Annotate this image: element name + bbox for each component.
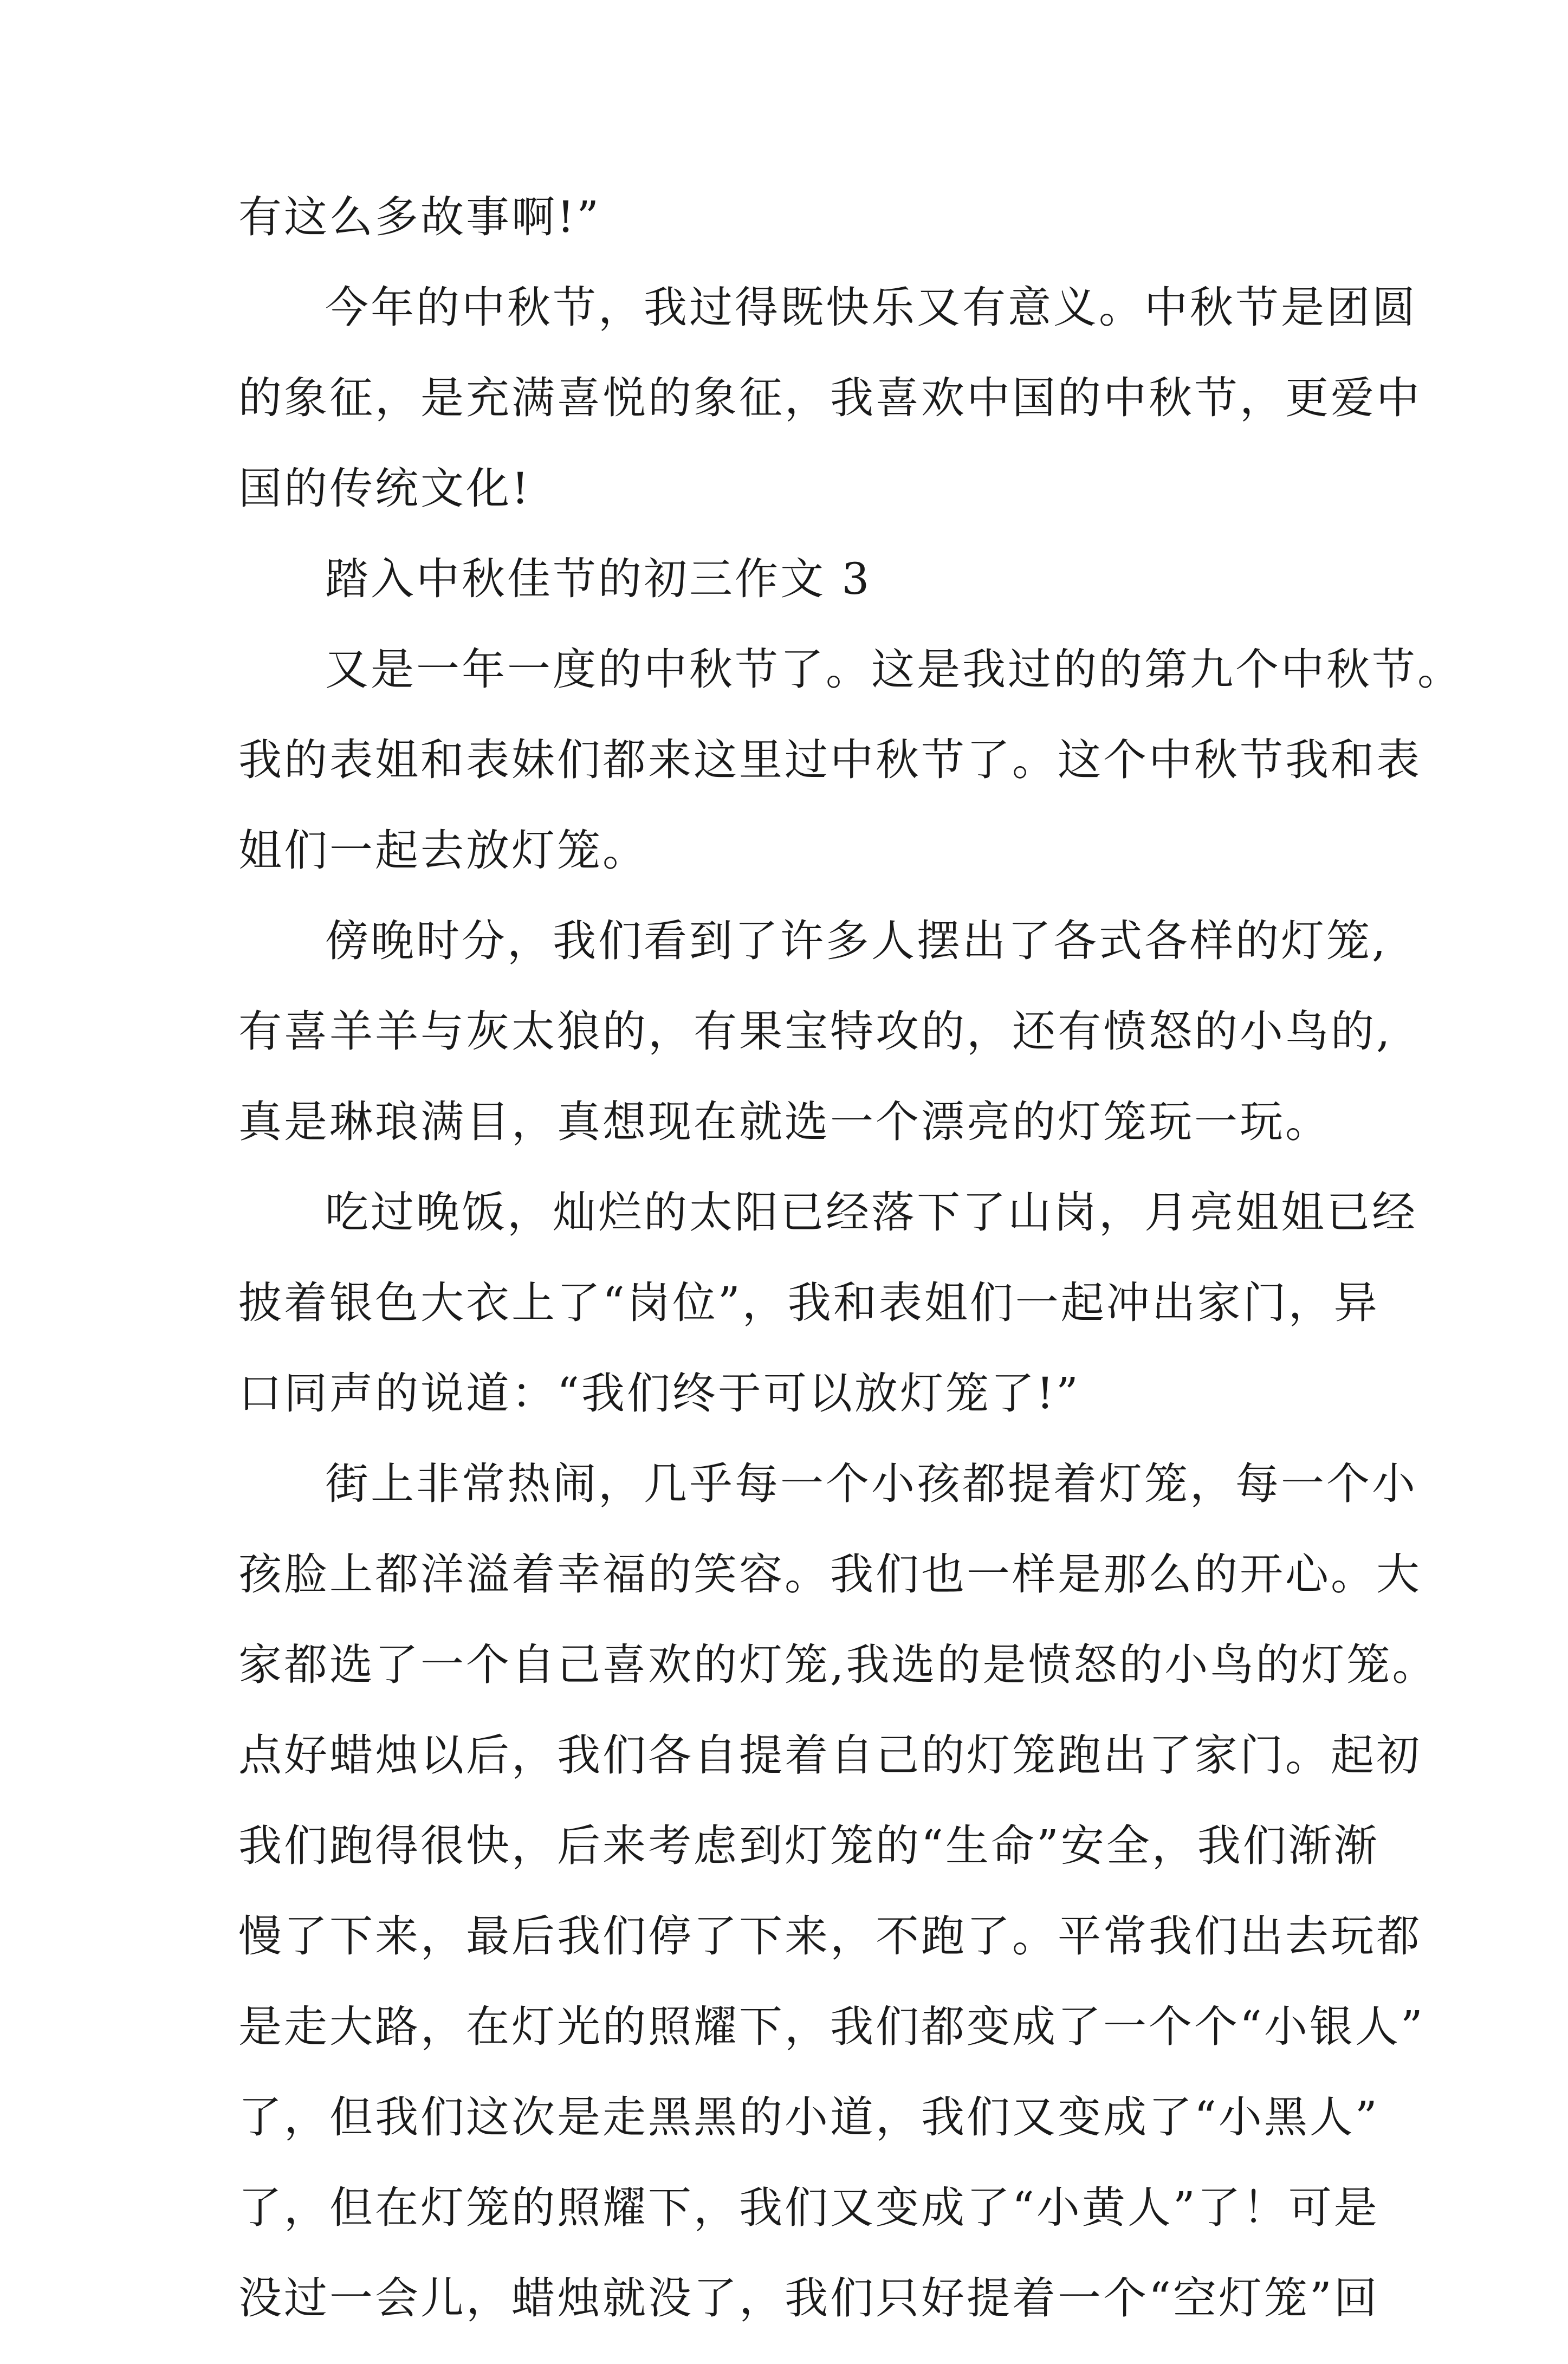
text-line: 有这么多故事啊!” bbox=[238, 192, 601, 242]
text-line: 了，但在灯笼的照耀下，我们又变成了“小黄人”了！可是 bbox=[238, 2182, 1379, 2233]
text-line: 是走大路，在灯光的照耀下，我们都变成了一个个“小银人” bbox=[238, 2002, 1425, 2052]
text-line: 姐们一起去放灯笼。 bbox=[238, 825, 648, 876]
text-line: 国的传统文化! bbox=[238, 463, 532, 514]
text-line: 街上非常热闹，几乎每一个小孩都提着灯笼，每一个小 bbox=[325, 1459, 1417, 1509]
text-line: 傍晚时分，我们看到了许多人摆出了各式各样的灯笼, bbox=[325, 916, 1388, 966]
text-line: 孩脸上都洋溢着幸福的笑容。我们也一样是那么的开心。大 bbox=[238, 1549, 1422, 1599]
text-line: 我们跑得很快，后来考虑到灯笼的“生命”安全，我们渐渐 bbox=[238, 1821, 1379, 1871]
text-line: 了，但我们这次是走黑黑的小道，我们又变成了“小黑人” bbox=[238, 2092, 1379, 2142]
text-line: 慢了下来，最后我们停了下来，不跑了。平常我们出去玩都 bbox=[238, 1911, 1422, 1961]
text-line: 又是一年一度的中秋节了。这是我过的的第九个中秋节。 bbox=[325, 644, 1463, 695]
document-body bbox=[238, 192, 1463, 2364]
text-line: 没过一会儿，蜡烛就没了，我们只好提着一个“空灯笼”回 bbox=[238, 2273, 1379, 2323]
text-line: 的象征，是充满喜悦的象征，我喜欢中国的中秋节，更爱中 bbox=[238, 373, 1422, 423]
text-line: 我的表姐和表妹们都来这里过中秋节了。这个中秋节我和表 bbox=[238, 735, 1422, 785]
text-line: 点好蜡烛以后，我们各自提着自己的灯笼跑出了家门。起初 bbox=[238, 1730, 1422, 1780]
text-line: 今年的中秋节，我过得既快乐又有意义。中秋节是团圆 bbox=[325, 282, 1417, 333]
text-line: 吃过晚饭，灿烂的太阳已经落下了山岗，月亮姐姐已经 bbox=[325, 1187, 1417, 1238]
text-line: 披着银色大衣上了“岗位”，我和表姐们一起冲出家门，异 bbox=[238, 1278, 1379, 1328]
text-line: 有喜羊羊与灰太狼的，有果宝特攻的，还有愤怒的小鸟的, bbox=[238, 1006, 1392, 1057]
text-line: 家都选了一个自己喜欢的灯笼,我选的是愤怒的小鸟的灯笼。 bbox=[238, 1640, 1438, 1690]
text-line: 真是琳琅满目，真想现在就选一个漂亮的灯笼玩一玩。 bbox=[238, 1097, 1331, 1147]
section-heading: 踏入中秋佳节的初三作文 3 bbox=[325, 554, 872, 604]
text-line: 口同声的说道：“我们终于可以放灯笼了!” bbox=[238, 1368, 1080, 1419]
